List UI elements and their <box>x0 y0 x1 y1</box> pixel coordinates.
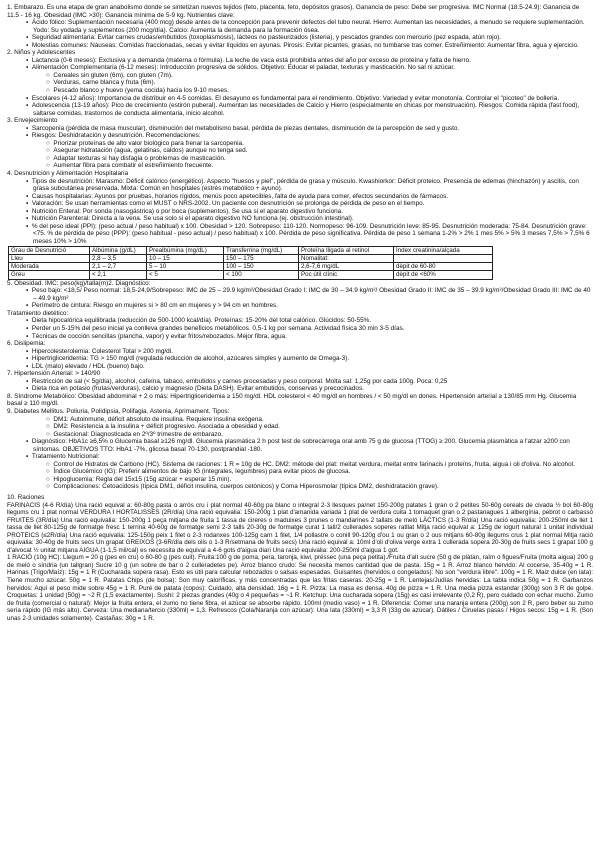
bullet-item: ▪ Alimentación Complementaria (6-12 meses): Introducción progresiva de sólidos. Objetivo: Educar el paladar, texturas y masticación. No sal ni azúcar. <box>7 64 593 72</box>
sub-bullet-item: ○ Asegurar hidratación (agua, gelatinas, caldos) aunque no tenga sed. <box>7 147 593 155</box>
table-header-cell: Prealbúmina (mg/dL) <box>147 246 224 254</box>
table-header-cell: Índex creatinina/alçada <box>394 246 493 254</box>
section-paragraph: 5. Obesidad. IMC: peso(kg)/talla(m)2. Diagnóstico: <box>7 279 151 287</box>
table-cell: dèpit de 60-80 <box>394 263 493 271</box>
section-paragraph: 1. Embarazo. Es una etapa de gran anabolismo donde se sintetizan nuevos tejidos (feto, placenta, feto, depósitos grasos). Ganancia de peso: Debe ser progresiva. IMC Normal (18.5-24.9): Ganancia de 11.5 - 16 kg. Obesidad (IMC >30): Ganancia mínima de 5-9 kg. Nutrientes clave: <box>7 4 580 19</box>
bullet-item: ▪ Valoración: Se usan herramientas como el MUST o NRS-2002. Un paciente con desnutrición se prolonga de pérdida de peso en el tiempo. <box>7 200 593 208</box>
bullet-item: ▪ Peso bajo: <18,5/ Peso normal: 18,5-24,9/Sobrepeso: IMC de 25 – 29.9 kg/m²/Obesidad Grado I: IMC de 30 – 34.9 kg/m²/ Obesidad Grado II: IMC de 35 – 39.9 kg/m²/Obesidad Grado III: IMC de 40 – 49.9 kg/m² <box>7 287 593 302</box>
sub-bullet-item: ○ Adaptar texturas si hay disfagia o problemas de masticación. <box>7 155 593 163</box>
table-cell: < 100 <box>224 271 299 279</box>
bullet-item: ▪ Diagnóstico: HbA1c ≥6,5% o Glucemia basal ≥126 mg/dl. Glucemia plasmàtica 2 h post test de sobrecàrrega oral amb 75 g de glucosa (TTOG) ≥ 200. Glucemia plasmàtica a l'atzar ≥200 con síntomas. OBJETIVOS TTO: HbA1 -7%, glicosa basal 70-130, postprandial -180. <box>7 438 593 453</box>
sub-bullet-item: ○ Verduras, carne blanca y fruta (6m). <box>7 79 593 87</box>
sub-bullet-item: ○ Pescado blanco y huevo (yema cocida) hacia los 9-10 meses. <box>7 87 593 95</box>
section-paragraph: 7. Hipertensión Arterial: > 140/90 <box>7 370 101 378</box>
table-cell: Nomalitat: <box>299 254 394 262</box>
table-cell: Poc útil clínic <box>299 271 394 279</box>
section-paragraph: 4. Desnutrición y Alimentación Hospitalaria <box>7 170 129 178</box>
sub-bullet-item: ○ DM1: Autoinmune, déficit absoluto de insulina. Requiere insulina exógena. <box>7 416 593 424</box>
bullet-item: ▪ Técnicas de cocción sencillas (plancha, vapor) y evitar fritos/rebozados. Mejor fibra, agua. <box>7 333 593 341</box>
bullet-item: ▪ LDL (malo) elevado / HDL (bueno) bajo. <box>7 363 593 371</box>
bullet-item: ▪ Perder un 5-15% del peso inicial ya conlleva grandes beneficios metabólicos. 0,5-1 kg por semana. Actividad física 30 min 3-5 días. <box>7 325 593 333</box>
table-cell: 10 – 15 <box>147 254 224 262</box>
section-paragraph: 8. Síndrome Metabólico: Obesidad abdominal + 2 o más: Hipertrigliceridemia ≥ 150 mg/dl. HDL colesterol < 40 mg/dl en hombres / < 50 mg/dl en dones. Hipertensión arterial ≥ 130/85 mm Hg. Glucemia basal ≥ 110 mg/dl. <box>7 392 577 408</box>
rations-paragraph: FARINACIS (4-6 R/día) Una ració equival a: 60-80g pasta o arròs cru i plat normal 40-60g pa blanc o integral 2-3 llesques pa/net 150-200g patates 1 gran o 2 petites 50-60g cereals de civada ½ bol 60-80g llegums cru 1 plat normal VERDURA I HORTALISSES (2R/día) Una ració equivalia: 150-200g 1 plat d'amanida variada 1 plat de verdura cuita 1 tomaquet gran o 2 pastanagues 1 albergínia, pebrot o carbassó FRUITES (3R/día) Una ració equivalia: 150-200g 1 peça mitjana de fruita 1 tassa de cireres o maduixes 3 prunes o mandarines 2 tallats de meló LÀCTICS (1-3 R/día) Una ració equivalia: 200-250ml de llet 1 tassa de llet 80-125g de formatge fresc 1 terrina 40-60g de formatge semi 2-3 talls 20-30g de formatge curat 1 tall/2 cullerades soperes ratllat Mitja ració equival a: 125g de iogurt natural 1 unitat individual PROTEICS (≤2R/día) Una ració equivalia: 125-150g peix 1 filet o 2-3 rodanxes 100-125g carn 1 filet, 1/4 pollastre o conill 90-120g d'ou 1 ou gran o 2 ous mitjans 60-80g llegums crus 1 plat normal Mitja ració equivalia: 30-40g de fruits secs Un grapat GREIXOS (3-6R/día dels olis o 1-3 R/setmana de fruits secs) Una ració equival a: 10ml d'oli d'oliva verge extra 1 cullerada sopera 20-30g de fruits secs 1 grapat 100 g d'alvocat ½ unitat mitjana AIGUA (1-1,5 mil/cal) es necessita de equival a 4-6 gots d'aigua diari Una ració equivalia: 200-250ml d'aigua 1 got. <box>7 501 593 554</box>
malnutrition-grade-table <box>8 246 493 280</box>
sub-bullet-item: ○ Control de Hidratos de Carbono (HC). Sistema de raciones: 1 R = 10g de HC. DM2: mètode del plat: meitat verdura, meitat entre farinacis i proteïns, fruita, aigua i oli d'oliva. No alcohol. <box>7 461 593 469</box>
section-paragraph: 9. Diabetes Mellitus. Poliuria, Polidipsia, Polifagia. Astenia, Aprimament. Tipos: <box>7 407 230 415</box>
table-cell: 5 – 10 <box>147 263 224 271</box>
table-cell: 2,6-7,6 mg/dL <box>299 263 394 271</box>
bullet-item: ▪ Nutrición Enteral: Por sonda (nasogástrica) o por boca (suplementos). Se usa si el aparato digestivo funciona. <box>7 208 593 216</box>
table-header-cell: Albúmina (g/dL) <box>90 246 147 254</box>
table-cell: < 5 <box>147 271 224 279</box>
table-cell: Moderada <box>9 263 90 271</box>
table-row <box>9 254 493 262</box>
bullet-item: ▪ % del peso ideal (PPI): (peso actual / peso habitual) x 100. Obesidad > 120. Sobrepeso: 110-120. Normopeso: 96-109. Desnutrición leve: 85-95. Desnutrición moderada: 75-84. Desnutrición grave: <75. % de pérdida de peso (PPP): (peso habitual - peso actual) / peso habitual) x 100. Pérdida de peso significativa. Pérdida de peso 1 semana 1-2% > 2% 1 mes 5% > 5% 3 meses 7,5% > 7,5% 6 meses 10% > 10% <box>7 223 593 246</box>
table-cell: 2,1 – 2,7 <box>90 263 147 271</box>
section-paragraph: 6. Dislipemia: <box>7 340 46 348</box>
table-row <box>9 263 493 271</box>
bullet-item: ▪ Seguridad alimentaria: Evitar carnes crudas/embutidos (toxoplasmosis), lácteos no pasteurizados (listeria), y pescados grandes con mercurio (pez espada, atún rojo). <box>7 34 593 42</box>
bullet-item: ▪ Restricción de sal (< 5g/día), alcohol, cafeína, tabaco, embutidos y carnes procesadas y peso corporal. Molta sal: 1,25g por cada 100g. Poca: 0,25 <box>7 378 593 386</box>
table-cell: 2,8 – 3,5 <box>90 254 147 262</box>
sub-bullet-item: ○ Complicaciones: Cetoacidosis (típica DM1, déficit insulina, cuerpos cetónicos) y Coma Hiperosmolar (típica DM2, deshidratación grave). <box>7 483 593 491</box>
bullet-item: ▪ Perímetro de cintura: Riesgo en mujeres si > 80 cm en mujeres y > 94 cm en hombres. <box>7 302 593 310</box>
table-cell: < 2,1 <box>90 271 147 279</box>
subheading: Tratamiento dietético: <box>7 309 69 317</box>
table-cell: 100 – 150 <box>224 263 299 271</box>
sub-bullet-item: ○ Aumentar fibra para combatir el estreñimiento frecuente. <box>7 162 593 170</box>
bullet-item: ▪ Hipertrigliceridemia: TG > 150 mg/dl (regulada reducción de alcohol, azúcares simples y aumento de Omega-3). <box>7 355 593 363</box>
table-cell: dèpit de <60% <box>394 271 493 279</box>
rations-paragraph: 1 RACIÓ (10g HC): Llegum = 20 g (pes en cru) o 60-80 g (pes cuit). Fruita:100 g de poma, pera, taronja, kiwi, préssec (una peça petita)./Fruita d'alt sucre (50 g de plàtan, raïm o figues/Fruita (molta aigua) 200 g de meló o síndria (un tallgran) Sucre 10 g (un sobre de bar o 2 culleradetes pe). Arroz blanco crudo: Se necesita menos cantidad que de pasta. 15g = 1 R. Arroz blanco hervido: Al cocerse, 35-40g = 1 R. Harinas (Trigo/Maíz): 15g = 1 R (Cucharada sopera rasa). Esto es útil para calcular rebozados o salsas espesadas. Guisantes (hervidos o congelados): No son "verdura libre". 100g = 1 R. Maiz dulce (en lata): Tiene mucho azúcar. 50g = 1 R. Patatas Chips (de bolsa): Son muy caloríficas, y más concentradas que las fritas caseras. 20-25g = 1 R. Lentejas/Judías hervidas: La tabla indica 50g = 1 R. Garbanzos hervidos: Aquí el peso mide sobre 45g = 1 R. Puré de patata (copos): Cuidado, alta densidad. 16g = 1 R. Pizza: La masa es densa. 40g de pizza = 1 R. Una media pizza estandar (300g) son 3 R de golpe. Croquetas: 1 unidad (50g) = ~2 R (1,5 exactamente). Sushi: 2 piezas grandes (40g o 4 pequeñas = ~1 R. Ketchup: Una cucharada sopera (15g) es casi irrelevante (0,2 R), pero cuidado con echar mucho. Zumo de fruita (comercial o natural): Mejor la fruita entera, el zumo no tiene fibra, el azúcar se absorbe rápido. 100ml (medio vaso) = 1 R. Diferencia: Comer una naranja entera (200g) son 2 R, pero beber su zumo sería rápido (IG más alto). Cerveza: Una mediana/tercio (330ml) = 1,3. Refrescos (Cola/Naranja con azúcar): Una lata (330ml) = 3,3 R (33g de azúcar). Dátiles / Ciruelas pasas / Higos secos: 15g = 1 R. (Son unas 2-3 unidades solamente). Castañas: 30g = 1 R. <box>7 554 593 622</box>
table-row <box>9 271 493 279</box>
bullet-item: ▪ Dieta rica en potasio (frutas/verduras), calcio y magnesio (Dieta DASH). Evitar embutidos, conservas y precocinados. <box>7 385 593 393</box>
bullet-item: ▪ Dieta hipocalórica equilibrada (reducción de 500-1000 kcal/día). Proteínas: 15-20% del total calórico. Glúcidos: 50-55%. <box>7 317 593 325</box>
bullet-item: ▪ Sarcopenia (pérdida de masa muscular), disminución del metabolismo basal, pérdida de piezas dentales, disminución de la percepción de sed y gusto. <box>7 125 593 133</box>
bullet-item: ▪ Nutrición Parenteral: Directa a la vena. Se usa solo si el aparato digestivo NO funciona (ej. obstrucción intestinal). <box>7 215 593 223</box>
section-paragraph: 2. Niños y Adolescentes <box>7 49 76 57</box>
bullet-item: ▪ Molestias comunes: Náuseas: Comidas fraccionadas, secas y evitar líquidos en ayunas. Pirosis: Evitar picantes, grasas, no tumbarse tras comer. Estreñimiento: Aumentar fibra, agua y ejercicio. <box>7 42 593 50</box>
bullet-item: ▪ Riesgos: Deshidratación y desnutrición. Recomendaciones: <box>7 132 593 140</box>
bullet-item: ▪ Tipos de desnutrición: Marasmo: Déficit calórico (energético). Aspecto "huesos y piel", pérdida de grasa y músculo. Kwashiorkor: Déficit proteico. Presencia de edemas (hinchazón) y ascitis, con grasa subcutánea preservada. Mixta: Común en hospitales (estrés metabólico + ayuno). <box>7 178 593 193</box>
sub-bullet-item: ○ Priorizar proteínas de alto valor biológico para frenar la sarcopenia. <box>7 140 593 148</box>
table-cell <box>394 254 493 262</box>
bullet-item: ▪ Tratamiento Nutricional: <box>7 453 593 461</box>
sub-bullet-item: ○ Índice Glucémico (IG): Preferir alimentos de bajo IG (integrales, legumbres) para evitar picos de glucosa. <box>7 468 593 476</box>
table-header-row <box>9 246 493 254</box>
bullet-item: ▪ Ácido fólico: Suplementación necesaria (400 mcg) desde antes de la concepción para prevenir defectos del tubo neural. Hierro: Aumentan las necesidades, a menudo se requiere suplementación. Yodo: Su yodada y suplementos (200 mcg/día). Calcio: Aumenta la demanda para la formación ósea. <box>7 19 593 34</box>
sub-bullet-item: ○ Hipoglucemia: Regla del 15x15 (15g azúcar + esperar 15 min). <box>7 476 593 484</box>
bullet-item: ▪ Adolescencia (13-19 años): Pico de crecimiento (estirón puberal). Aumentan las necesidades de Calcio y Hierro (especialmente en chicas por menstruación). Riesgos: Comida rápida (fast food), saltarse comidas, trastornos de conducta alimentaria, inicio alcohol. <box>7 102 593 117</box>
table-header-cell: Proteïna lligada al retinol <box>299 246 394 254</box>
table-header-cell: Transferrina (mg/dL) <box>224 246 299 254</box>
section-paragraph: 10. Raciones <box>7 494 45 501</box>
bullet-item: ▪ Hipercolesterolemia: Colesterol Total > 200 mg/dl. <box>7 348 593 356</box>
table-cell: Lleu <box>9 254 90 262</box>
sub-bullet-item: ○ Gestacional: Diagnosticada en 2º/3º trimestre de embarazo. <box>7 431 593 439</box>
table-cell: 150 – 175 <box>224 254 299 262</box>
bullet-item: ▪ Causas hospitalarias: Ayunos por pruebas, horarios rígidos, menús poco apetecibles, falta de ayuda para comer, efectos secundarios de fármacos. <box>7 193 593 201</box>
bullet-item: ▪ Lactancia (0-6 meses): Exclusiva y a demanda (materna o fórmula). La leche de vaca está prohibida antes del año por exceso de proteína y falta de hierro. <box>7 57 593 65</box>
bullet-item: ▪ Escolares (4-12 años): Importancia de distribuir en 4-5 comidas. El desayuno es fundamental para el rendimiento. Objetivo: Variedad y evitar monotonía. Controlar el "picoteo" de bollería. <box>7 95 593 103</box>
table-header-cell: Grau de Desnutrició <box>9 246 90 254</box>
table-cell: Greu <box>9 271 90 279</box>
section-paragraph: 3. Envejecimiento <box>7 117 58 125</box>
sub-bullet-item: ○ Cereales sin gluten (6m), con gluten (7m). <box>7 72 593 80</box>
sub-bullet-item: ○ DM2: Resistencia a la insulina + déficit progresivo. Asociada a obesidad y edad. <box>7 423 593 431</box>
